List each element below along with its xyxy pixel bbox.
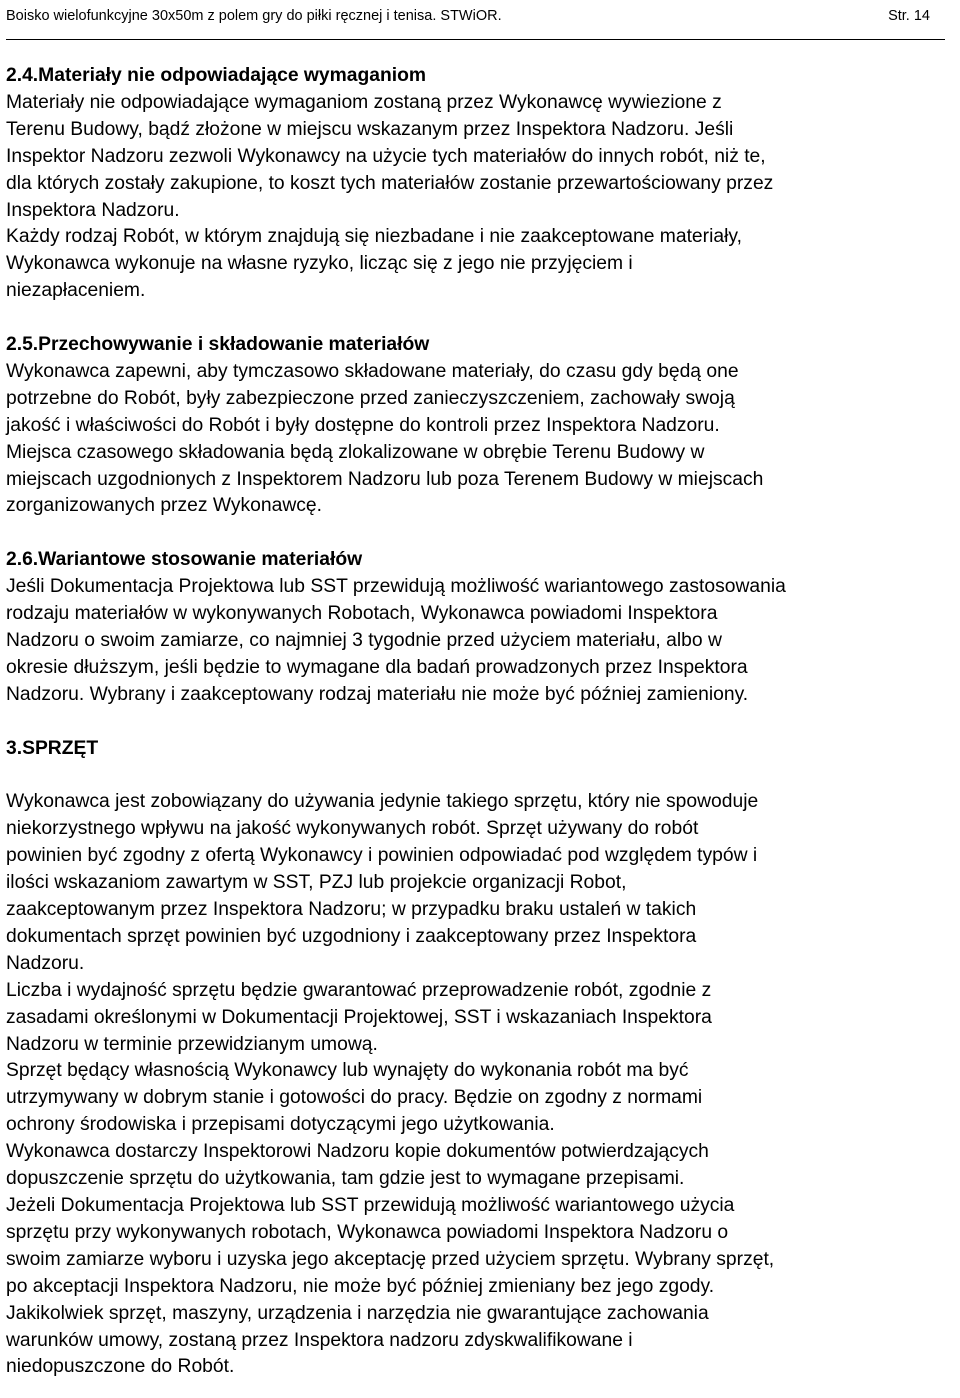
paragraph: Jakikolwiek sprzęt, maszyny, urządzenia i narzędzia nie gwarantujące zachowania warunków umowy, zostaną przez Inspektora nadzoru zdyskwalifikowane i niedopuszczone do Robót. xyxy=(6,1302,709,1378)
paragraph: Sprzęt będący własnością Wykonawcy lub wynajęty do wykonania robót ma być utrzymywany w dobrym stanie i gotowości do pracy. Będzie on zgodny z normami ochrony środowiska i przepisami dotyczącymi jego użytkowania. xyxy=(6,1060,703,1136)
section-heading-3: 3.SPRZĘT xyxy=(6,737,99,759)
paragraph: Jeśli Dokumentacja Projektowa lub SST przewidują możliwość wariantowego zastosowania rodzaju materiałów w wykonywanych Robotach, Wykonawca powiadomi Inspektora Nadzoru o swoim zamiarze, co najmniej 3 tygodnie przed użyciem materiału, albo w okresie dłuższym, jeśli będzie to wymagane dla badań prowadzonych przez Inspektora Nadzoru. Wybrany i zaakceptowany rodzaj materiału nie może być później zamieniony. xyxy=(6,576,786,705)
paragraph: Wykonawca jest zobowiązany do używania jedynie takiego sprzętu, który nie spowoduje niekorzystnego wpływu na jakość wykonywanych robót. Sprzęt używany do robót powinien być zgodny z ofertą Wykonawcy i powinien odpowiadać pod względem typów i ilości wskazaniom zawartym w SST, PZJ lub projekcie organizacji Robot, zaakceptowanym przez Inspektora Nadzoru; w przypadku braku ustaleń w takich dokumentach sprzęt powinien być uzgodniony i zaakceptowany przez Inspektora Nadzoru. xyxy=(6,791,759,974)
document-body xyxy=(6,63,958,1381)
spacer xyxy=(6,520,958,547)
paragraph: Wykonawca zapewni, aby tymczasowo składowane materiały, do czasu gdy będą one potrzebne do Robót, były zabezpieczone przed zanieczyszczeniem, zachowały swoją jakość i właściwości do Robót i były dostępne do kontroli przez Inspektora Nadzoru. xyxy=(6,360,739,436)
header-divider xyxy=(6,39,945,40)
spacer xyxy=(6,709,958,736)
spacer xyxy=(6,305,958,332)
spacer xyxy=(6,763,958,790)
paragraph: Materiały nie odpowiadające wymaganiom zostaną przez Wykonawcę wywiezione z Terenu Budowy, bądź złożone w miejscu wskazanym przez Inspektora Nadzoru. Jeśli Inspektor Nadzoru zezwoli Wykonawcy na użycie tych materiałów do innych robót, niż te, dla których zostały zakupione, to koszt tych materiałów zostanie przewartościowany przez Inspektora Nadzoru. xyxy=(6,91,774,221)
paragraph: Każdy rodzaj Robót, w którym znajdują się niezbadane i nie zaakceptowane materiały, Wykonawca wykonuje na własne ryzyko, licząc się z jego nie przyjęciem i niezapłaceniem. xyxy=(6,226,742,302)
paragraph: Liczba i wydajność sprzętu będzie gwarantować przeprowadzenie robót, zgodnie z zasadami określonymi w Dokumentacji Projektowej, SST i wskazaniach Inspektora Nadzoru w terminie przewidzianym umową. xyxy=(6,979,712,1055)
page-number: Str. 14 xyxy=(888,8,930,24)
section-heading-2-4: 2.4.Materiały nie odpowiadające wymaganiom xyxy=(6,65,427,86)
section-heading-2-5: 2.5.Przechowywanie i składowanie materiałów xyxy=(6,334,430,356)
page-header xyxy=(6,8,945,30)
paragraph: Miejsca czasowego składowania będą zlokalizowane w obrębie Terenu Budowy w miejscach uzgodnionych z Inspektorem Nadzoru lub poza Terenem Budowy w miejscach zorganizowanych przez Wykonawcę. xyxy=(6,441,764,517)
paragraph: Jeżeli Dokumentacja Projektowa lub SST przewidują możliwość wariantowego użycia sprzętu przy wykonywanych robotach, Wykonawca powiadomi Inspektora Nadzoru o swoim zamiarze wyboru i uzyska jego akceptację przed użyciem sprzętu. Wybrany sprzęt, po akceptacji Inspektora Nadzoru, nie może być później zmieniany bez jego zgody. xyxy=(6,1195,775,1297)
section-heading-2-6: 2.6.Wariantowe stosowanie materiałów xyxy=(6,549,363,571)
paragraph: Wykonawca dostarczy Inspektorowi Nadzoru kopie dokumentów potwierdzających dopuszczenie sprzętu do użytkowania, tam gdzie jest to wymagane przepisami. xyxy=(6,1141,709,1190)
document-title: Boisko wielofunkcyjne 30x50m z polem gry do piłki ręcznej i tenisa. STWiOR. xyxy=(6,8,502,24)
